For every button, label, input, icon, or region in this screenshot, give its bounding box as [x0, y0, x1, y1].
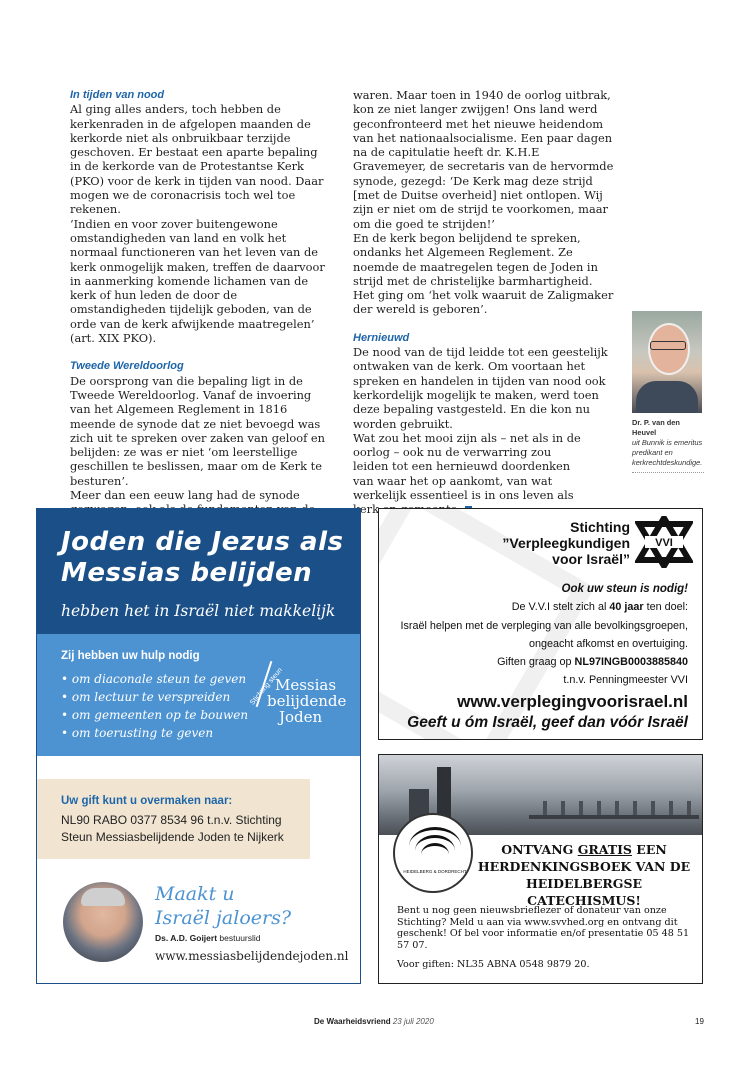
- vvi-slogan: Geeft u óm Israël, geef dan vóór Israël: [407, 714, 688, 731]
- paragraph-text: Wat zou het mooi zijn als – net als in de oorlog – ook nu de verwarring zou leiden tot een hernieuwd doordenken van waar het op aankomt, van wat werkelijk essentieel is in ons leven als kerk: [353, 430, 581, 517]
- photo-hair: [81, 888, 125, 906]
- hc-giften: Voor giften: NL35 ABNA 0548 9879 20.: [397, 959, 590, 970]
- page-number: 19: [695, 1017, 704, 1026]
- vvi-text: ongeacht afkomst en overtuiging.: [528, 638, 688, 650]
- help-list: [61, 670, 248, 742]
- offer-text: EEN: [631, 842, 667, 857]
- vvi-name-line: ”Verpleegkundigen: [502, 535, 630, 551]
- ad-messiasbelijdende-joden: [36, 508, 361, 984]
- foundation-seal-icon: [393, 813, 473, 893]
- ad-heidelbergse-catechismus: [378, 754, 703, 984]
- vvi-name: [502, 519, 630, 567]
- ad-signature: [155, 933, 261, 943]
- logo-line: Messias: [275, 676, 337, 694]
- ad-website-link[interactable]: www.messiasbelijdendejoden.nl: [155, 949, 349, 963]
- photo-bridge: [529, 801, 699, 819]
- hc-offer-heading: [475, 841, 693, 909]
- vvi-years: 40 jaar: [609, 601, 644, 613]
- list-item: • om lectuur te verspreiden: [61, 690, 231, 704]
- vvi-text: ten doel:: [643, 601, 688, 613]
- magazine-name: De Waarheidsvriend: [314, 1017, 391, 1026]
- ad-subtitle: hebben het in Israël niet makkelijk: [61, 602, 336, 620]
- star-label: VVI: [655, 537, 673, 549]
- vvi-iban: NL97INGB0003885840: [574, 656, 688, 668]
- star-of-david-icon: [635, 516, 693, 568]
- gift-box: [37, 779, 310, 859]
- sig-role: bestuurslid: [219, 933, 261, 943]
- logo-arc-text: Stichting steun: [249, 666, 284, 707]
- ad-help-band: [37, 634, 360, 756]
- list-item: • om toerusting te geven: [61, 726, 214, 740]
- gift-recipient: Steun Messiasbelijdende Joden te Nijkerk: [61, 830, 284, 844]
- footer-magazine: [314, 1017, 434, 1026]
- sig-name: Ds. A.D. Goijert: [155, 933, 218, 943]
- list-item: • om diaconale steun te geven: [61, 672, 247, 686]
- paragraph: Meer dan een eeuw lang had de synode: [70, 488, 300, 503]
- offer-text: ONTVANG: [501, 842, 578, 857]
- page-footer: [0, 1017, 738, 1031]
- hc-body-text: Bent u nog geen nieuwsbrieflezer of donateur van onze Stichting? Meld u aan via www.svvhed.org en ontvang dit geschenk! Of bel voor informatie en/of presentatie 05 48 51 57 07.: [397, 905, 690, 951]
- vvi-text: Giften graag op: [497, 656, 575, 668]
- offer-line: [475, 841, 693, 858]
- ad-quote: [155, 882, 291, 930]
- paragraph: waren. Maar toen in 1940 de oorlog uitbrak, kon ze niet langer zwijgen! Ons land werd geconfronteerd met het nieuwe heidendom van het nationaalsocialisme. Een paar dagen na de capitulatie heeft dr. K.H.E Gravemeyer, de secretaris van de hervormde synode, gezegd: ‘De Kerk mag deze strijd [met de Duitse overheid] niet ontlopen. Wij zijn er niet om de strijd te voorkomen, maar om die goed te strijden!’: [353, 88, 614, 231]
- vvi-goal: [512, 601, 688, 613]
- section-heading: Hernieuwd: [353, 331, 410, 344]
- paragraph: Al ging alles anders, toch hebben de kerkenraden in de afgelopen maanden de kerkorde niet als onbruikbaar terzijde geschoven. Er bestaat een aparte bepaling in de kerkorde van de Protestantse Kerk (PKO) voor de kerk in tijden van nood. Daar mogen we de coronacrisis toch wel toe rekenen.: [70, 102, 324, 217]
- caption-name: Dr. P. van den Heuvel: [632, 418, 680, 437]
- vvi-website-link[interactable]: www.verplegingvoorisrael.nl: [457, 692, 688, 711]
- photo-shoulders: [636, 381, 698, 413]
- quote-line: Israël jaloers?: [155, 907, 292, 929]
- article-column-1: [70, 88, 332, 531]
- help-heading: Zij hebben uw hulp nodig: [61, 650, 200, 662]
- author-photo: [632, 311, 702, 413]
- paragraph: ‘Indien en voor zover buitengewone omstandigheden van land en volk het normaal functioneren van het leven van de kerk onmogelijk maken, treffen de daarvoor in aanmerking komende lichamen van de kerk of hun leden de door de omstandigheden tijdelijk geboden, van de orde van de kerk afwijkende maatregelen’ (art. XIX PKO).: [70, 216, 325, 346]
- vvi-appeal: Ook uw steun is nodig!: [561, 583, 688, 595]
- offer-free: GRATIS: [577, 842, 632, 857]
- gift-heading: Uw gift kunt u overmaken naar:: [61, 795, 233, 807]
- quote-line: Maakt u: [155, 883, 235, 905]
- seal-text: HEIDELBERG & DORDRECHT: [403, 869, 467, 874]
- vvi-text: t.n.v. Penningmeester VVI: [563, 674, 688, 686]
- offer-line: HERDENKINGSBOEK VAN DE: [477, 859, 691, 874]
- ad-header-band: [37, 509, 360, 634]
- list-item: • om gemeenten op te bouwen: [61, 708, 249, 722]
- offer-line: HEIDELBERGSE CATECHISMUS!: [525, 876, 643, 908]
- article-column-2: [353, 88, 615, 517]
- logo-line: Joden: [279, 708, 323, 726]
- paragraph: [353, 431, 585, 517]
- vvi-text: De V.V.I stelt zich al: [511, 601, 610, 613]
- messias-logo: [249, 662, 345, 732]
- vvi-name-line: Stichting: [570, 519, 630, 535]
- ad-verpleegkundigen-voor-israel: [378, 508, 703, 740]
- section-heading: Tweede Wereldoorlog: [70, 360, 184, 373]
- author-caption: [632, 418, 704, 473]
- vvi-name-line: voor Israël”: [552, 551, 630, 567]
- caption-rule: [632, 472, 704, 473]
- paragraph: De oorsprong van die bepaling ligt in de Tweede Wereldoorlog. Vanaf de invoering van het Algemeen Reglement in 1816 meende de synode dat ze niet bevoegd was zich uit te spreken over zaken van geloof en belijden: ze was er niet ‘om leerstellige geschillen te beslissen, maar om de Kerk te besturen’.: [70, 373, 325, 488]
- caption-text: uit Bunnik is emeritus predikant en kerkrechtdeskundige.: [632, 438, 703, 467]
- goijert-photo: [63, 882, 143, 962]
- seal-arc: [421, 843, 449, 866]
- photo-glasses: [650, 341, 686, 350]
- issue-date: 23 juli 2020: [392, 1017, 434, 1026]
- section-heading: In tijden van nood: [70, 89, 165, 101]
- vvi-text: Israël helpen met de verpleging van alle bevolkingsgroepen,: [400, 620, 688, 632]
- paragraph: De nood van de tijd leidde tot een geestelijk ontwaken van de kerk. Om voortaan het spreken en handelen in tijden van nood ook kerkordelijk mogelijk te maken, werd toen deze bepaling vastgesteld. En die kon nu worden gebruikt.: [353, 345, 608, 431]
- ad-title: Joden die Jezus als Messias belijden: [61, 527, 344, 588]
- vvi-account: [497, 656, 688, 668]
- paragraph: En de kerk begon belijdend te spreken, ondanks het Algemeen Reglement. Ze noemde de maatregelen tegen de Joden in strijd met de christelijke barmhartigheid. Het ging om ‘het volk waaruit de Zaligmaker der wereld is geboren’.: [353, 230, 614, 317]
- gift-account: NL90 RABO 0377 8534 96 t.n.v. Stichting: [61, 813, 282, 827]
- logo-line: belijdende: [267, 692, 347, 710]
